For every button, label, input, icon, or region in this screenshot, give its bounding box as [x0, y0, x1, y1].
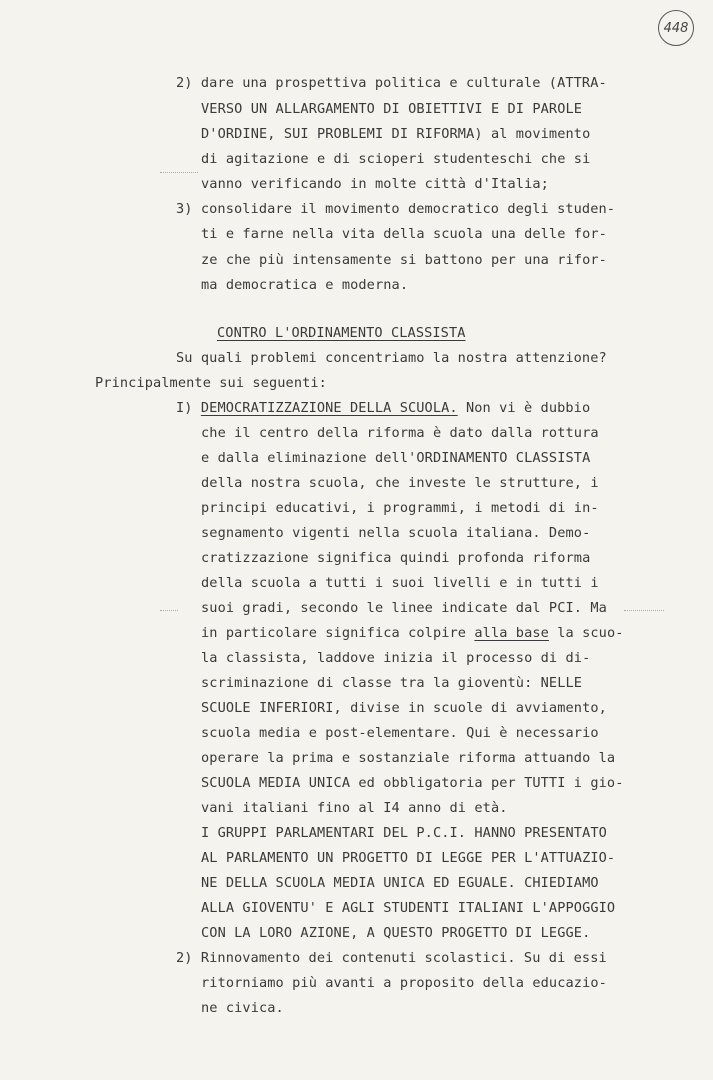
text-line: SCUOLE INFERIORI, divise in scuole di avviamento,	[201, 700, 607, 716]
point1-heading-line	[176, 399, 590, 417]
point1-first-line-rest: Non vi è dubbio	[457, 400, 591, 416]
text-line: AL PARLAMENTO UN PROGETTO DI LEGGE PER L'ATTUAZIO-	[201, 850, 616, 866]
text-line: operare la prima e sostanziale riforma attuando la	[201, 750, 616, 766]
text-line: di agitazione e di scioperi studenteschi che si	[201, 151, 591, 167]
text-line: 3) consolidare il movimento democratico degli studen-	[176, 201, 616, 217]
text-line: D'ORDINE, SUI PROBLEMI DI RIFORMA) al movimento	[201, 126, 591, 142]
text-line: la classista, laddove inizia il processo di di-	[201, 650, 591, 666]
text-line-underlined	[201, 624, 624, 642]
text-line: Principalmente sui seguenti:	[95, 375, 327, 391]
text-line: principi educativi, i programmi, i metodi di in-	[201, 500, 599, 516]
text-line: SCUOLA MEDIA UNICA ed obbligatoria per TUTTI i gio-	[201, 775, 624, 791]
text-line: NE DELLA SCUOLA MEDIA UNICA ED EGUALE. CHIEDIAMO	[201, 875, 599, 891]
text-line: ti e farne nella vita della scuola una delle for-	[201, 226, 607, 242]
pencil-mark	[160, 610, 178, 611]
text-line: 2) dare una prospettiva politica e culturale (ATTRA-	[176, 75, 607, 91]
text-line: 2) Rinnovamento dei contenuti scolastici. Su di essi	[176, 950, 607, 966]
point1-number: I)	[176, 400, 193, 416]
text-line: della nostra scuola, che investe le strutture, i	[201, 475, 599, 491]
underlined-phrase: alla base	[474, 625, 549, 641]
text-line: segnamento vigenti nella scuola italiana. Demo-	[201, 525, 591, 541]
point1-title: DEMOCRATIZZAZIONE DELLA SCUOLA.	[200, 400, 458, 416]
text-segment: la scuo-	[548, 625, 624, 641]
text-line: I GRUPPI PARLAMENTARI DEL P.C.I. HANNO PRESENTATO	[201, 825, 607, 841]
text-line: ze che più intensamente si battono per una rifor-	[201, 252, 607, 268]
text-line: ma democratica e moderna.	[201, 277, 409, 293]
text-line: Su quali problemi concentriamo la nostra attenzione?	[176, 350, 607, 366]
text-segment: in particolare significa colpire	[201, 625, 475, 641]
pencil-mark	[160, 172, 198, 173]
text-line: scuola media e post-elementare. Qui è necessario	[201, 725, 599, 741]
text-line: VERSO UN ALLARGAMENTO DI OBIETTIVI E DI PAROLE	[201, 101, 583, 117]
text-line: ritorniamo più avanti a proposito della educazio-	[201, 975, 607, 991]
text-line: ALLA GIOVENTU' E AGLI STUDENTI ITALIANI L'APPOGGIO	[201, 900, 616, 916]
text-line: che il centro della riforma è dato dalla rottura	[201, 425, 599, 441]
section-heading: CONTRO L'ORDINAMENTO CLASSISTA	[217, 325, 466, 341]
text-line: della scuola a tutti i suoi livelli e in tutti i	[201, 575, 599, 591]
text-line: suoi gradi, secondo le linee indicate dal PCI. Ma	[201, 600, 607, 616]
text-line: e dalla eliminazione dell'ORDINAMENTO CLASSISTA	[201, 450, 591, 466]
text-line: CON LA LORO AZIONE, A QUESTO PROGETTO DI LEGGE.	[201, 925, 591, 941]
text-line: ne civica.	[201, 1000, 284, 1016]
text-line: scriminazione di classe tra la gioventù: NELLE	[201, 675, 583, 691]
page-number-stamp: 448	[658, 10, 694, 46]
text-line: cratizzazione significa quindi profonda riforma	[201, 550, 591, 566]
pencil-mark	[624, 610, 664, 611]
text-line: vanno verificando in molte città d'Italia;	[201, 176, 549, 192]
text-line: vani italiani fino al I4 anno di età.	[201, 800, 508, 816]
